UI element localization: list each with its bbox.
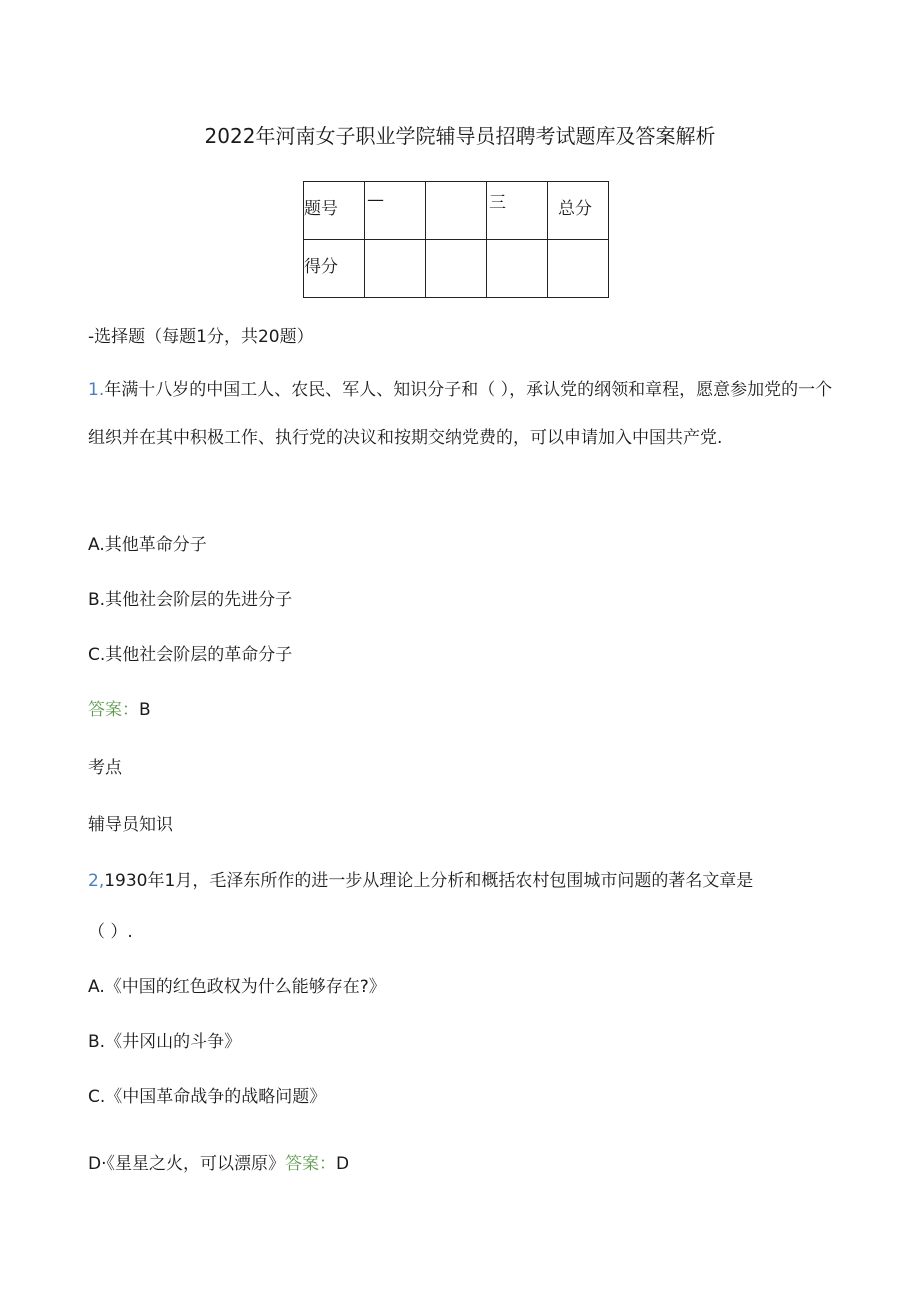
question-2-option-d: D·《星星之火，可以漂原》 (88, 1154, 285, 1174)
header-cell-total: 总分 (548, 182, 609, 240)
question-2-option-d-and-answer (88, 1149, 349, 1174)
kaodian-value: 辅导员知识 (88, 815, 173, 835)
answer-label: 答案： (285, 1154, 336, 1174)
score-table-header-row (304, 182, 609, 240)
header-cell-one: — (365, 182, 426, 240)
question-1-number: 1. (88, 380, 105, 400)
answer-value: B (139, 700, 151, 720)
score-cell (365, 240, 426, 298)
score-cell (487, 240, 548, 298)
question-2-stem-line1 (88, 866, 753, 891)
question-1-option-a: A.其他革命分子 (88, 535, 207, 555)
question-1-option-b: B.其他社会阶层的先进分子 (88, 590, 293, 610)
question-2-number: 2, (88, 871, 105, 891)
question-2-stem-line2: （ ）. (88, 922, 133, 942)
score-cell (426, 240, 487, 298)
score-cell (548, 240, 609, 298)
header-cell-three: 三 (487, 182, 548, 240)
question-2-text-line1: 1930年1月，毛泽东所作的进一步从理论上分析和概括农村包围城市问题的著名文章是 (104, 871, 754, 891)
row-label-score: 得分 (304, 240, 365, 298)
question-1-text: 年满十八岁的中国工人、农民、军人、知识分子和（ ），承认党的纲领和章程，愿意参加党的一个组织并在其中积极工作、执行党的决议和按期交纳党费的，可以申请加入中国共产党. (88, 380, 833, 448)
question-1-option-c: C.其他社会阶层的革命分子 (88, 645, 293, 665)
question-2-option-a: A.《中国的红色政权为什么能够存在?》 (88, 977, 386, 997)
score-table-score-row (304, 240, 609, 298)
answer-label: 答案： (88, 700, 139, 720)
question-2-option-b: B.《井冈山的斗争》 (88, 1032, 242, 1052)
section-heading: -选择题（每题1分，共20题） (88, 327, 314, 347)
question-2-option-c: C.《中国革命战争的战略问题》 (88, 1087, 327, 1107)
document-title: 2022年河南女子职业学院辅导员招聘考试题库及答案解析 (204, 124, 716, 148)
header-cell-question-number: 题号 (304, 182, 365, 240)
answer-value: D (336, 1154, 350, 1174)
question-1-answer (88, 695, 151, 720)
question-1-stem (88, 366, 833, 462)
score-table (303, 181, 609, 298)
kaodian-label: 考点 (88, 758, 122, 778)
header-cell-two (426, 182, 487, 240)
